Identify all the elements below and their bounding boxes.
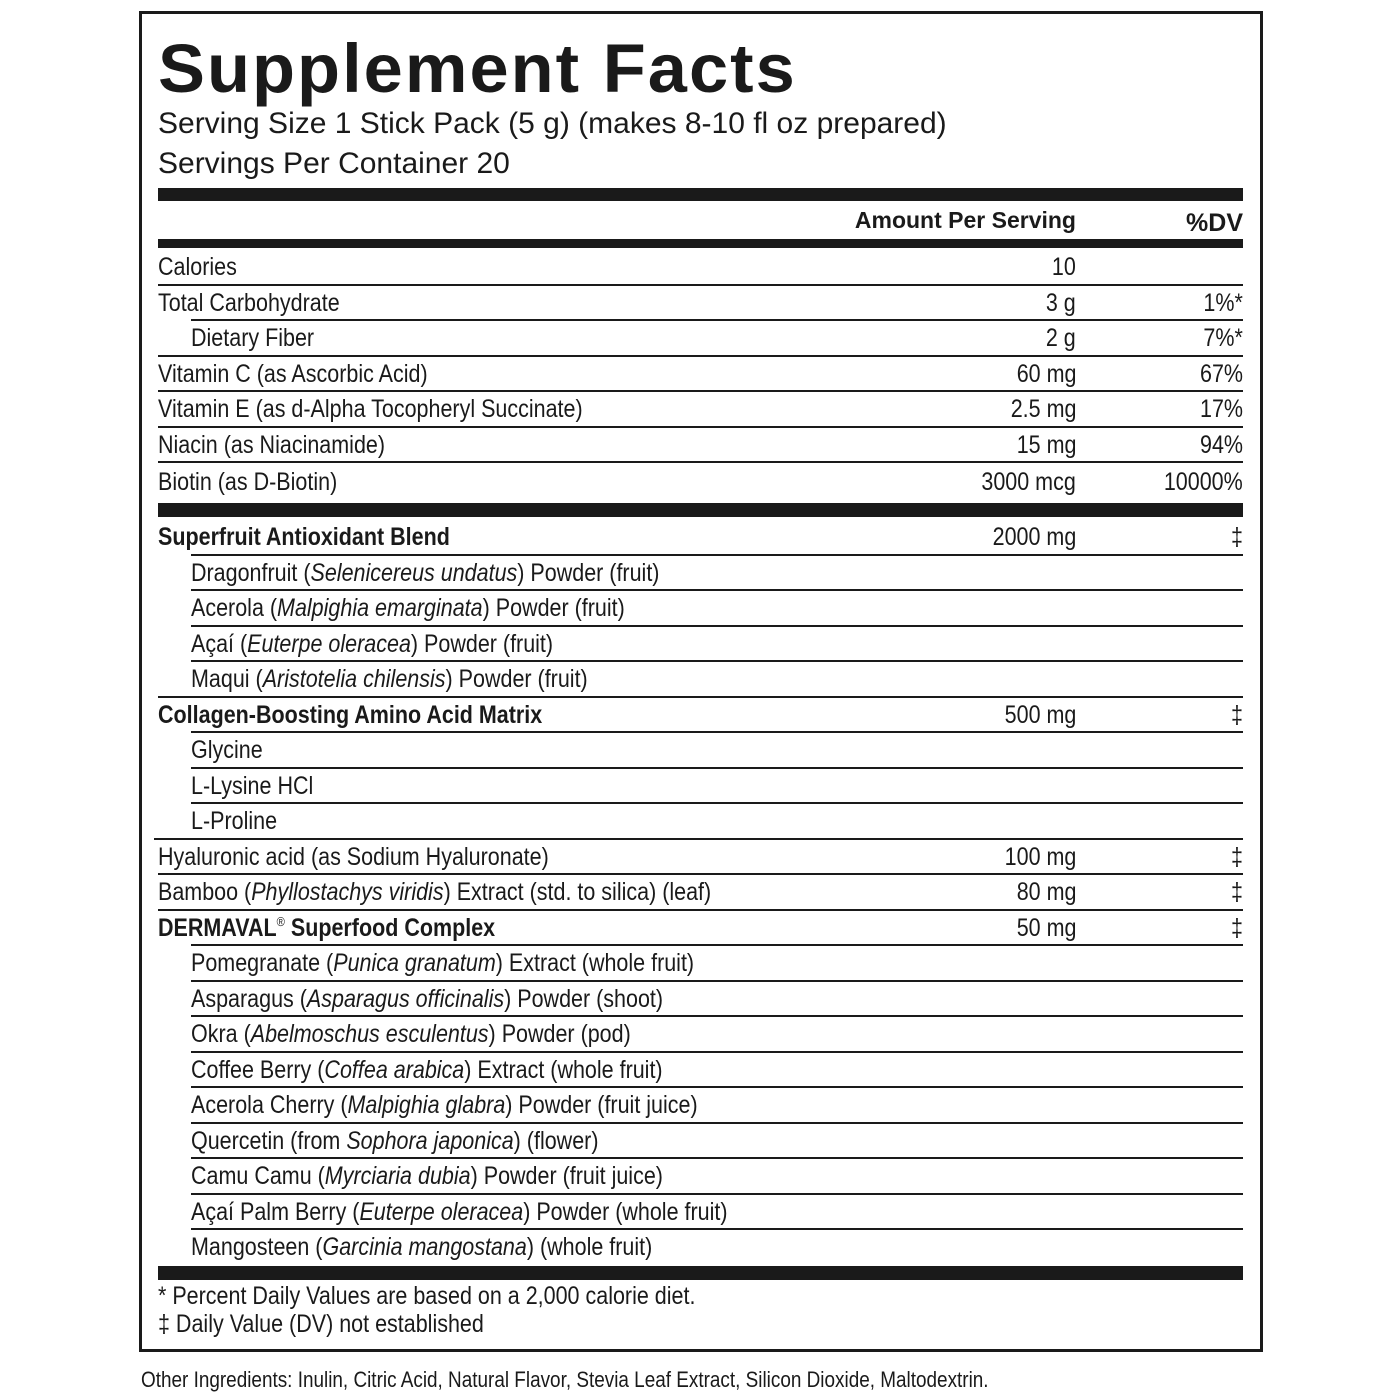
nutrient-row: Biotin (as D-Biotin) 3000 mcg 10000%	[158, 468, 1243, 496]
nutrient-row: Vitamin C (as Ascorbic Acid) 60 mg 67%	[158, 357, 1243, 393]
thick-divider-footer	[158, 1266, 1243, 1280]
ingredient-row: Açaí (Euterpe oleracea) Powder (fruit)	[158, 627, 1243, 663]
blend-header-row: Collagen-Boosting Amino Acid Matrix 500 mg ‡	[158, 698, 1243, 734]
thick-divider-top	[158, 188, 1243, 201]
servings-per-container: Servings Per Container 20	[158, 147, 510, 180]
ingredient-row: Bamboo (Phyllostachys viridis) Extract (std. to silica) (leaf) 80 mg ‡	[158, 875, 1243, 911]
ingredient-row: L-Proline	[158, 804, 1243, 840]
nutrient-row: Vitamin E (as d-Alpha Tocopheryl Succinate) 2.5 mg 17%	[158, 392, 1243, 428]
ingredient-row: Acerola Cherry (Malpighia glabra) Powder (fruit juice)	[158, 1088, 1243, 1124]
nutrient-row: Calories 10	[158, 250, 1243, 286]
panel-title: Supplement Facts	[158, 30, 797, 107]
double-dagger-icon: ‡	[1231, 913, 1243, 942]
ingredient-row: Açaí Palm Berry (Euterpe oleracea) Powder (whole fruit)	[158, 1195, 1243, 1231]
double-dagger-icon: ‡	[1231, 842, 1243, 871]
nutrient-row: Dietary Fiber 2 g 7%*	[158, 321, 1243, 357]
header-amount: Amount Per Serving	[854, 207, 1076, 233]
double-dagger-icon: ‡	[1231, 700, 1243, 729]
ingredient-row: L-Lysine HCl	[158, 769, 1243, 805]
ingredient-row: Coffee Berry (Coffea arabica) Extract (whole fruit)	[158, 1053, 1243, 1089]
footnotes	[158, 1282, 695, 1338]
nutrient-row: Total Carbohydrate 3 g 1%*	[158, 286, 1243, 322]
ingredient-row: Camu Camu (Myrciaria dubia) Powder (fruit juice)	[158, 1159, 1243, 1195]
thick-divider-blends	[158, 503, 1243, 517]
ingredient-row: Pomegranate (Punica granatum) Extract (whole fruit)	[158, 946, 1243, 982]
supplement-facts-panel	[139, 11, 1263, 1352]
ingredient-row: Quercetin (from Sophora japonica) (flower)	[158, 1124, 1243, 1160]
blend-rows	[158, 520, 1243, 1266]
double-dagger-icon: ‡	[1231, 878, 1243, 906]
ingredient-row: Asparagus (Asparagus officinalis) Powder (shoot)	[158, 982, 1243, 1018]
ingredient-row: Maqui (Aristotelia chilensis) Powder (fruit)	[158, 662, 1243, 698]
dv-footnote: * Percent Daily Values are based on a 2,000 calorie diet.	[158, 1282, 696, 1310]
nutrient-row: Niacin (as Niacinamide) 15 mg 94%	[158, 428, 1243, 464]
ingredient-row: Acerola (Malpighia emarginata) Powder (fruit)	[158, 591, 1243, 627]
nutrient-rows	[158, 250, 1243, 500]
column-header	[158, 207, 1243, 243]
not-established-footnote: ‡ Daily Value (DV) not established	[158, 1310, 484, 1338]
header-dv: %DV	[1186, 209, 1243, 237]
ingredient-row: Glycine	[158, 733, 1243, 769]
other-ingredients: Other Ingredients: Inulin, Citric Acid, Natural Flavor, Stevia Leaf Extract, Silicon Dioxide, Maltodextrin.	[141, 1367, 989, 1392]
ingredient-row: Okra (Abelmoschus esculentus) Powder (pod)	[158, 1017, 1243, 1053]
double-dagger-icon: ‡	[1231, 523, 1243, 551]
blend-header-row: DERMAVAL® Superfood Complex 50 mg ‡	[158, 911, 1243, 947]
ingredient-row: Hyaluronic acid (as Sodium Hyaluronate) 100 mg ‡	[158, 840, 1243, 876]
ingredient-row: Mangosteen (Garcinia mangostana) (whole fruit)	[191, 1233, 653, 1261]
ingredient-row: Dragonfruit (Selenicereus undatus) Powder (fruit)	[158, 556, 1243, 592]
registered-mark-icon: ®	[276, 913, 285, 929]
blend-header-row: Superfruit Antioxidant Blend 2000 mg ‡	[158, 520, 1243, 556]
serving-info	[158, 104, 947, 184]
thick-divider-header	[158, 239, 1243, 248]
serving-size: Serving Size 1 Stick Pack (5 g) (makes 8-10 fl oz prepared)	[158, 107, 947, 140]
